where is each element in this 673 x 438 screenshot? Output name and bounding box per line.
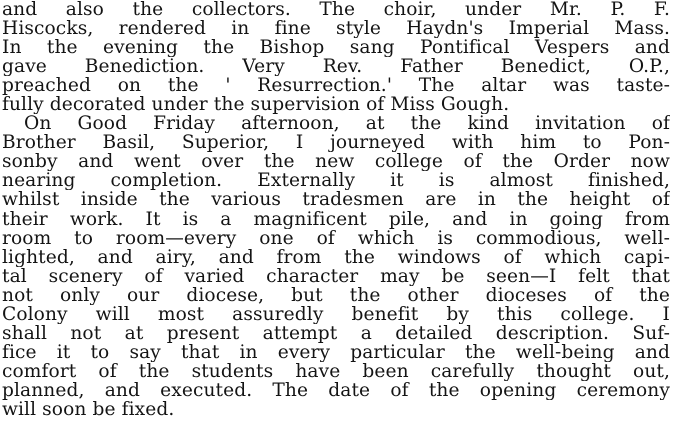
text-line-18: shall not at present attempt a detailed description. Suf- (2, 323, 670, 343)
text-line-17: Colony will most assuredly benefit by this college. I (2, 304, 670, 324)
newspaper-clipping (2, 0, 670, 438)
text-line-16: not only our diocese, but the other dioceses of the (2, 285, 670, 305)
text-line-12: their work. It is a magnificent pile, and in going from (2, 209, 670, 229)
text-line-11: whilst inside the various tradesmen are in the height of (2, 190, 670, 210)
text-line-14: lighted, and airy, and from the windows of which capi- (2, 247, 670, 267)
text-line-15: tal scenery of varied character may be seen—I felt that (2, 266, 670, 286)
text-line-20: comfort of the students have been carefully thought out, (2, 361, 670, 381)
text-line-1: and also the collectors. The choir, under Mr. P. F. (2, 0, 670, 20)
text-line-22: will soon be fixed. (2, 399, 175, 420)
text-line-21: planned, and executed. The date of the opening ceremony (2, 380, 670, 400)
text-line-6: fully decorated under the supervision of Miss Gough. (2, 95, 510, 115)
text-line-4: gave Benediction. Very Rev. Father Benedict, O.P., (2, 57, 670, 77)
text-line-8: Brother Basil, Superior, I journeyed with him to Pon- (2, 133, 670, 153)
text-line-10: nearing completion. Externally it is almost finished, (2, 171, 670, 191)
text-line-19: fice it to say that in every particular the well-being and (2, 342, 670, 362)
text-line-7: On Good Friday afternoon, at the kind invitation of (24, 114, 670, 134)
text-line-13: room to room—every one of which is commodious, well- (2, 228, 670, 248)
text-line-9: sonby and went over the new college of the Order now (2, 152, 670, 172)
text-line-5: preached on the ' Resurrection.' The altar was taste- (2, 76, 670, 96)
text-line-3: In the evening the Bishop sang Pontifical Vespers and (2, 38, 670, 58)
text-line-2: Hiscocks, rendered in fine style Haydn's Imperial Mass. (2, 19, 670, 39)
